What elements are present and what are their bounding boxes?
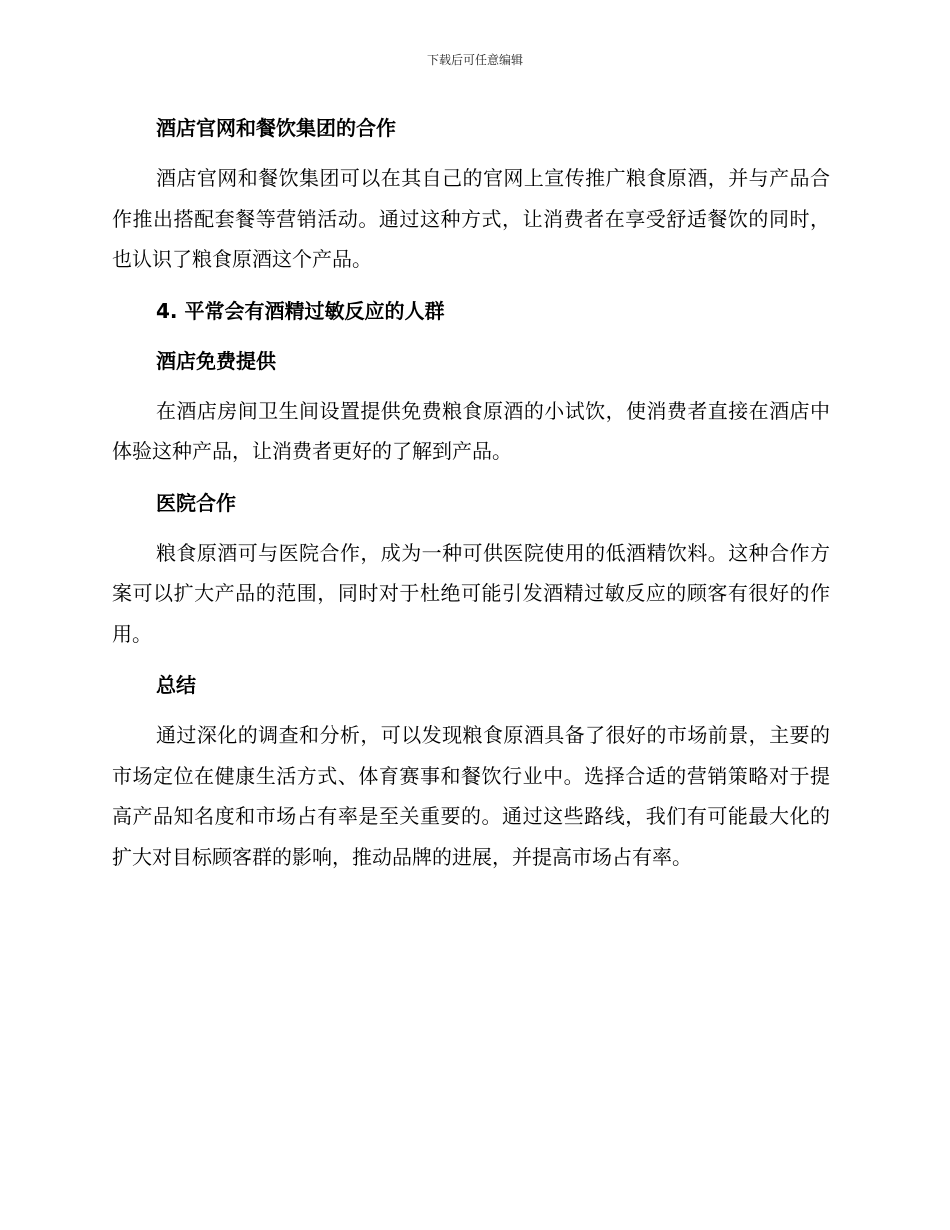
section-heading-hotel-website: 酒店官网和餐饮集团的合作	[156, 116, 396, 140]
section-paragraph-hotel-website: 酒店官网和餐饮集团可以在其自己的官网上宣传推广粮食原酒，并与产品合作推出搭配套餐等营销活动。通过这种方式，让消费者在享受舒适餐饮的同时，也认识了粮食原酒这个产品。	[112, 166, 830, 271]
section-paragraph-hospital: 粮食原酒可与医院合作，成为一种可供医院使用的低酒精饮料。这种合作方案可以扩大产品的范围，同时对于杜绝可能引发酒精过敏反应的顾客有很好的作用。	[112, 540, 830, 646]
document-body	[112, 108, 830, 877]
section-paragraph-summary: 通过深化的调查和分析，可以发现粮食原酒具备了很好的市场前景，主要的市场定位在健康生活方式、体育赛事和餐饮行业中。选择合适的营销策略对于提高产品知名度和市场占有率是至关重要的。通过这些路线，我们有可能最大化的扩大对目标顾客群的影响，推动品牌的进展，并提高市场占有率。	[112, 723, 830, 869]
section-heading-hotel-free: 酒店免费提供	[156, 348, 276, 373]
page-header: 下载后可任意编辑	[426, 53, 523, 67]
section-paragraph-hotel-free: 在酒店房间卫生间设置提供免费粮食原酒的小试饮，使消费者直接在酒店中体验这种产品，让消费者更好的了解到产品。	[112, 398, 830, 463]
section-heading-hospital: 医院合作	[156, 490, 236, 515]
section-heading-summary: 总结	[156, 673, 196, 697]
section-heading-allergy-group: 4. 平常会有酒精过敏反应的人群	[156, 298, 445, 323]
